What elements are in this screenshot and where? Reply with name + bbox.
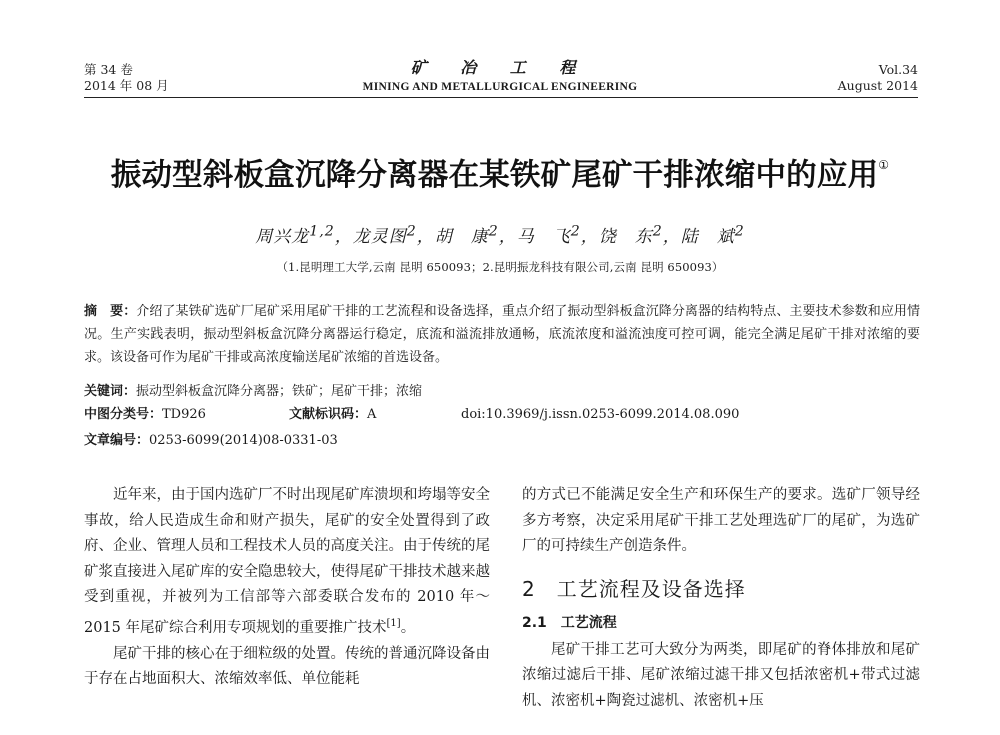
article-number-label: 文章编号：	[84, 433, 150, 448]
clc-field	[84, 405, 289, 425]
journal-name-en: MINING AND METALLURGICAL ENGINEERING	[362, 81, 638, 93]
header-volume-en: Vol.34	[878, 62, 918, 77]
paragraph: 尾矿干排的核心在于细粒级的处置。传统的普通沉降设备由于存在占地面积大、浓缩效率低、单位能耗	[84, 645, 490, 688]
header-date-cn: 2014 年 08 月	[84, 78, 169, 93]
author-1: 周兴龙	[255, 227, 310, 247]
journal-name-cn: 矿 冶 工 程	[410, 58, 590, 77]
paper-title-text: 振动型斜板盒沉降分离器在某铁矿尾矿干排浓缩中的应用	[110, 158, 879, 193]
title-footnote-mark: ①	[878, 158, 890, 172]
section-heading: 2 工艺流程及设备选择	[522, 576, 746, 601]
doc-code-value: A	[367, 407, 377, 422]
author-1-affil: 1,2	[309, 223, 335, 240]
author-3-affil: 2	[488, 223, 499, 240]
article-number-value: 0253-6099(2014)08-0331-03	[149, 433, 338, 448]
article-number	[84, 431, 338, 451]
header-rule	[84, 97, 918, 98]
keywords	[84, 382, 422, 402]
doc-code-field	[289, 405, 461, 425]
author-6: ，陆 斌	[662, 227, 735, 247]
header-volume-date-en	[838, 62, 918, 94]
clc-value: TD926	[162, 407, 206, 422]
paragraph-text: 近年来，由于国内选矿厂不时出现尾矿库溃坝和垮塌等安全事故，给人民造成生命和财产损失，尾矿的安全处置得到了政府、企业、管理人员和工程技术人员的高度关注。由于传统的尾矿浆直接进入尾矿库的安全隐患较大，使得尾矿干排技术越来越受到重视，并被列为工信部等六部委联合发布的 2010 年～2015 年尾矿综合利用专项规划的重要推广技术	[84, 487, 490, 636]
paragraph: 的方式已不能满足安全生产和环保生产的要求。选矿厂领导经多方考察，决定采用尾矿干排工艺处理选矿厂的尾矿，为选矿厂的可持续生产创造条件。	[522, 487, 920, 555]
body-column-right	[522, 483, 920, 715]
author-5: ，饶 东	[580, 227, 653, 247]
citation: [1]	[386, 617, 401, 629]
header-volume-cn: 第 34 卷	[84, 62, 133, 77]
clc-label: 中图分类号：	[84, 407, 163, 422]
author-3: ，胡 康	[416, 227, 489, 247]
author-4-affil: 2	[570, 223, 581, 240]
body-column-left	[84, 483, 490, 693]
affiliation: （1.昆明理工大学,云南 昆明 650093；2.昆明振龙科技有限公司,云南 昆明 650093）	[276, 260, 724, 274]
abstract-label: 摘 要：	[84, 304, 137, 319]
abstract-text: 介绍了某铁矿选矿厂尾矿采用尾矿干排的工艺流程和设备选择，重点介绍了振动型斜板盒沉降分离器的结构特点、主要技术参数和应用情况。生产实践表明，振动型斜板盒沉降分离器运行稳定，底流和溢流排放通畅，底流浓度和溢流浊度可控可调，能完全满足尾矿干排对浓缩的要求。该设备可作为尾矿干排或高浓度输送尾矿浓缩的首选设备。	[84, 304, 920, 365]
paragraph	[84, 483, 490, 642]
author-5-affil: 2	[652, 223, 663, 240]
author-4: ，马 飞	[498, 227, 571, 247]
paragraph: 尾矿干排工艺可大致分为两类，即尾矿的脊体排放和尾矿浓缩过滤后干排、尾矿浓缩过滤干排又包括浓密机+带式过滤机、浓密机+陶瓷过滤机、浓密机+压	[522, 641, 920, 709]
doc-code-label: 文献标识码：	[289, 407, 368, 422]
subsection-heading: 2.1 工艺流程	[522, 614, 617, 631]
header-date-en: August 2014	[837, 78, 918, 93]
keywords-label: 关键词：	[84, 384, 137, 399]
paper-title	[0, 150, 1000, 194]
author-6-affil: 2	[734, 223, 745, 240]
paragraph-end: 。	[400, 619, 416, 636]
keywords-text: 振动型斜板盒沉降分离器；铁矿；尾矿干排；浓缩	[136, 384, 423, 399]
author-list	[0, 222, 1000, 247]
author-2-affil: 2	[406, 223, 417, 240]
author-2: ，龙灵图	[334, 227, 407, 247]
abstract	[84, 300, 920, 369]
classification-row	[84, 405, 920, 425]
doi: doi:10.3969/j.issn.0253-6099.2014.08.090	[461, 407, 740, 422]
